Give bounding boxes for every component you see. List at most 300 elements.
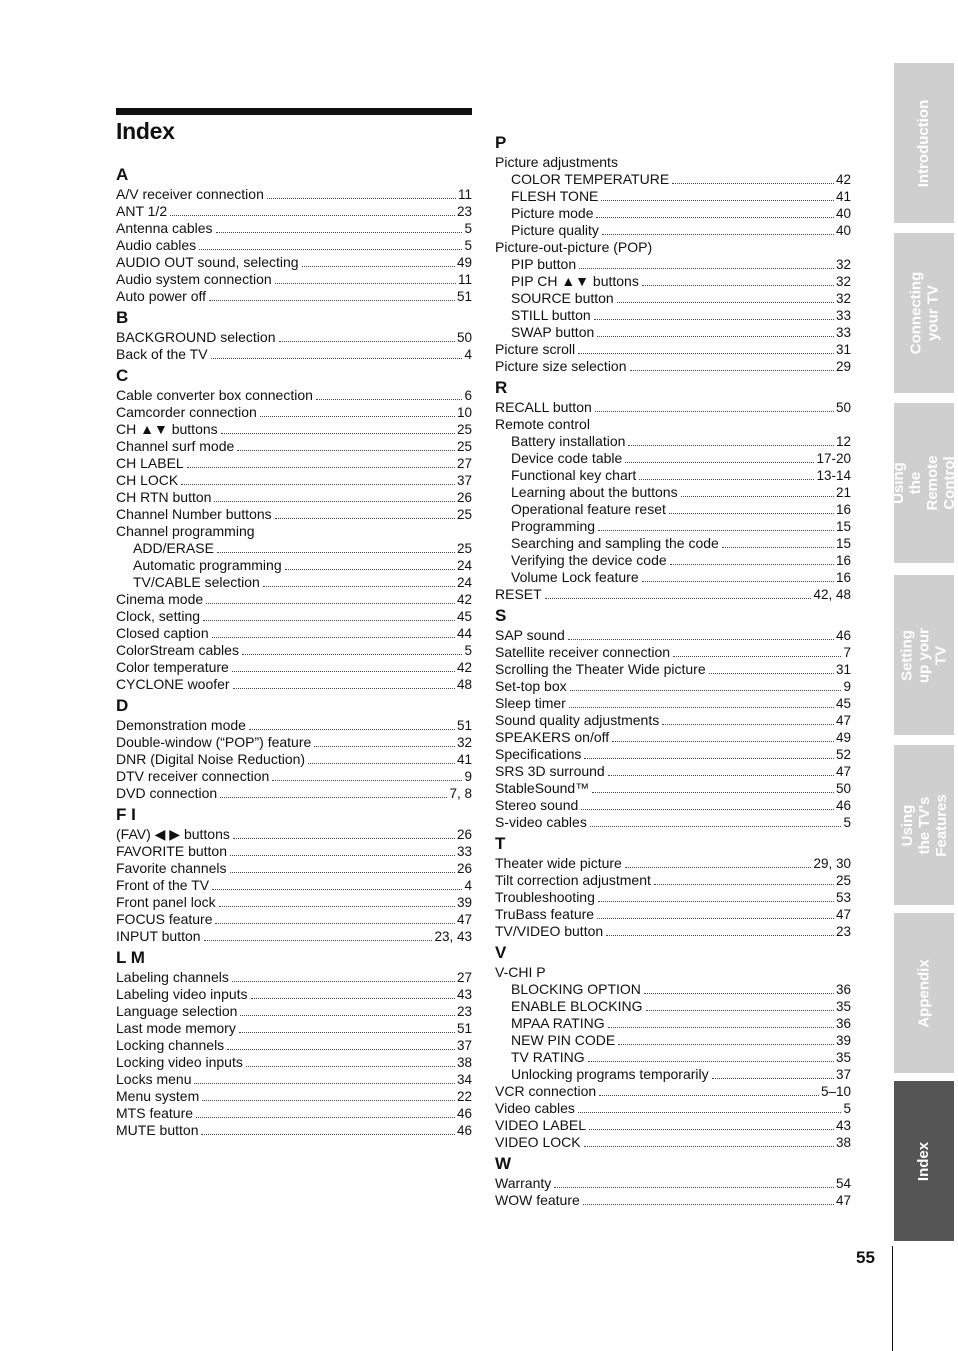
entry-term: StableSound™ bbox=[495, 780, 590, 796]
index-subentry bbox=[495, 1066, 851, 1083]
entry-page-number: 42 bbox=[456, 592, 472, 607]
entry-page-number: 16 bbox=[835, 570, 851, 585]
index-column-right bbox=[495, 130, 851, 1209]
entry-page-number: 32 bbox=[835, 274, 851, 289]
index-letter-heading: W bbox=[495, 1154, 512, 1173]
index-entry bbox=[495, 695, 851, 712]
index-subentry bbox=[495, 1032, 851, 1049]
index-subentry bbox=[495, 501, 851, 518]
dot-leader bbox=[597, 918, 834, 919]
dot-leader bbox=[554, 1187, 834, 1188]
index-entry bbox=[116, 288, 472, 305]
entry-page-number: 27 bbox=[456, 970, 472, 985]
entry-term: Troubleshooting bbox=[495, 889, 595, 905]
index-entry bbox=[116, 1071, 472, 1088]
index-entry bbox=[116, 894, 472, 911]
dot-leader bbox=[639, 479, 814, 480]
entry-term: Device code table bbox=[511, 450, 623, 466]
entry-term: Labeling video inputs bbox=[116, 986, 248, 1002]
dot-leader bbox=[673, 656, 841, 657]
entry-page-number: 52 bbox=[835, 747, 851, 762]
entry-page-number: 11 bbox=[457, 187, 472, 202]
dot-leader bbox=[242, 654, 463, 655]
dot-leader bbox=[584, 1146, 834, 1147]
dot-leader bbox=[203, 620, 455, 621]
entry-page-number: 41 bbox=[456, 752, 472, 767]
dot-leader bbox=[260, 416, 455, 417]
entry-page-number: 12 bbox=[835, 434, 851, 449]
entry-page-number: 25 bbox=[456, 541, 472, 556]
entry-term: SOURCE button bbox=[511, 290, 614, 306]
entry-page-number: 45 bbox=[456, 609, 472, 624]
entry-term: ENABLE BLOCKING bbox=[511, 998, 643, 1014]
entry-page-number: 45 bbox=[835, 696, 851, 711]
index-subentry bbox=[495, 467, 851, 484]
entry-term: Tilt correction adjustment bbox=[495, 872, 651, 888]
entry-page-number: 29 bbox=[835, 359, 851, 374]
entry-page-number: 51 bbox=[456, 289, 472, 304]
entry-term: Cinema mode bbox=[116, 591, 204, 607]
dot-leader bbox=[583, 1204, 834, 1205]
entry-page-number: 15 bbox=[835, 536, 851, 551]
entry-page-number: 46 bbox=[835, 628, 851, 643]
entry-term: S-video cables bbox=[495, 814, 587, 830]
entry-term: Verifying the device code bbox=[511, 552, 667, 568]
entry-term: Demonstration mode bbox=[116, 717, 246, 733]
tab-index[interactable] bbox=[894, 1081, 954, 1241]
index-entry bbox=[116, 642, 472, 659]
tab-label: Index bbox=[915, 1141, 933, 1181]
dot-leader bbox=[597, 336, 834, 337]
entry-page-number: 43 bbox=[835, 1118, 851, 1133]
entry-page-number: 23, 43 bbox=[434, 929, 472, 944]
dot-leader bbox=[216, 232, 463, 233]
entry-term: Automatic programming bbox=[133, 557, 282, 573]
dot-leader bbox=[201, 1134, 454, 1135]
entry-term: Locks menu bbox=[116, 1071, 192, 1087]
entry-term: Labeling channels bbox=[116, 969, 229, 985]
dot-leader bbox=[545, 598, 812, 599]
entry-page-number: 47 bbox=[835, 1193, 851, 1208]
entry-term: Channel surf mode bbox=[116, 438, 235, 454]
index-entry bbox=[495, 416, 851, 433]
index-letter-heading: F I bbox=[116, 805, 136, 824]
index-entry bbox=[495, 644, 851, 661]
dot-leader bbox=[314, 746, 455, 747]
entry-page-number: 37 bbox=[835, 1067, 851, 1082]
tab-remote-control[interactable] bbox=[890, 403, 958, 563]
entry-term: AUDIO OUT sound, selecting bbox=[116, 254, 299, 270]
entry-page-number: 33 bbox=[835, 325, 851, 340]
entry-page-number: 47 bbox=[835, 764, 851, 779]
entry-term: BLOCKING OPTION bbox=[511, 981, 641, 997]
tab-label: Introduction bbox=[915, 99, 933, 187]
entry-term: V-CHI P bbox=[495, 964, 546, 980]
dot-leader bbox=[285, 569, 455, 570]
entry-page-number: 36 bbox=[835, 1016, 851, 1031]
entry-page-number: 5 bbox=[464, 238, 472, 253]
index-entry bbox=[495, 712, 851, 729]
dot-leader bbox=[214, 501, 455, 502]
index-subentry bbox=[116, 540, 472, 557]
entry-page-number: 21 bbox=[835, 485, 851, 500]
entry-term: Picture scroll bbox=[495, 341, 576, 357]
dot-leader bbox=[669, 513, 834, 514]
entry-term: TV RATING bbox=[511, 1049, 585, 1065]
entry-page-number: 53 bbox=[835, 890, 851, 905]
dot-leader bbox=[219, 906, 455, 907]
entry-term: CYCLONE woofer bbox=[116, 676, 230, 692]
entry-page-number: 9 bbox=[843, 679, 851, 694]
dot-leader bbox=[194, 1083, 454, 1084]
dot-leader bbox=[681, 496, 834, 497]
index-entry bbox=[495, 678, 851, 695]
dot-leader bbox=[589, 1129, 834, 1130]
index-entry bbox=[116, 659, 472, 676]
dot-leader bbox=[240, 1015, 455, 1016]
entry-page-number: 35 bbox=[835, 999, 851, 1014]
dot-leader bbox=[625, 867, 812, 868]
entry-term: CH ▲▼ buttons bbox=[116, 421, 218, 437]
index-entry bbox=[116, 254, 472, 271]
index-subentry bbox=[495, 981, 851, 998]
index-entry bbox=[495, 661, 851, 678]
dot-leader bbox=[594, 319, 834, 320]
entry-term: ADD/ERASE bbox=[133, 540, 214, 556]
entry-page-number: 4 bbox=[464, 878, 472, 893]
entry-term: Sleep timer bbox=[495, 695, 566, 711]
index-entry bbox=[116, 911, 472, 928]
entry-term: Volume Lock feature bbox=[511, 569, 639, 585]
dot-leader bbox=[595, 411, 834, 412]
index-entry bbox=[495, 797, 851, 814]
tab-label: Setting up your TV bbox=[898, 627, 950, 683]
entry-term: Scrolling the Theater Wide picture bbox=[495, 661, 706, 677]
page-divider bbox=[892, 1246, 893, 1351]
index-entry bbox=[116, 608, 472, 625]
index-entry bbox=[495, 358, 851, 375]
entry-page-number: 46 bbox=[835, 798, 851, 813]
index-entry bbox=[495, 341, 851, 358]
entry-term: Operational feature reset bbox=[511, 501, 666, 517]
index-subentry bbox=[495, 998, 851, 1015]
dot-leader bbox=[267, 198, 456, 199]
entry-page-number: 4 bbox=[464, 347, 472, 362]
entry-page-number: 34 bbox=[456, 1072, 472, 1087]
index-subentry bbox=[495, 188, 851, 205]
index-entry bbox=[116, 969, 472, 986]
entry-page-number: 23 bbox=[456, 1004, 472, 1019]
entry-term: Double-window (“POP”) feature bbox=[116, 734, 312, 750]
entry-page-number: 38 bbox=[835, 1135, 851, 1150]
dot-leader bbox=[272, 780, 462, 781]
entry-page-number: 54 bbox=[835, 1176, 851, 1191]
entry-term: Stereo sound bbox=[495, 797, 579, 813]
entry-term: Sound quality adjustments bbox=[495, 712, 660, 728]
index-entry bbox=[116, 186, 472, 203]
dot-leader bbox=[608, 775, 834, 776]
entry-page-number: 31 bbox=[835, 342, 851, 357]
dot-leader bbox=[630, 370, 834, 371]
dot-leader bbox=[170, 215, 455, 216]
entry-page-number: 7, 8 bbox=[449, 786, 472, 801]
dot-leader bbox=[249, 729, 455, 730]
tab-connecting[interactable] bbox=[894, 233, 954, 393]
index-entry bbox=[116, 1105, 472, 1122]
entry-term: INPUT button bbox=[116, 928, 201, 944]
index-entry bbox=[495, 586, 851, 603]
entry-page-number: 23 bbox=[456, 204, 472, 219]
index-subentry bbox=[116, 557, 472, 574]
page-title: Index bbox=[116, 118, 175, 144]
entry-term: SAP sound bbox=[495, 627, 565, 643]
entry-page-number: 47 bbox=[835, 907, 851, 922]
entry-term: VCR connection bbox=[495, 1083, 597, 1099]
dot-leader bbox=[568, 639, 834, 640]
dot-leader bbox=[275, 283, 456, 284]
entry-term: Front panel lock bbox=[116, 894, 216, 910]
entry-term: BACKGROUND selection bbox=[116, 329, 276, 345]
tab-label: Using the Remote Control bbox=[890, 455, 958, 511]
index-entry bbox=[116, 404, 472, 421]
index-subentry bbox=[495, 307, 851, 324]
index-subentry bbox=[495, 518, 851, 535]
index-entry bbox=[495, 814, 851, 831]
index-entry bbox=[116, 387, 472, 404]
index-entry bbox=[116, 843, 472, 860]
entry-page-number: 44 bbox=[456, 626, 472, 641]
entry-term: SPEAKERS on/off bbox=[495, 729, 610, 745]
tab-setting-up[interactable] bbox=[894, 575, 954, 735]
index-entry bbox=[495, 889, 851, 906]
entry-term: A/V receiver connection bbox=[116, 186, 264, 202]
entry-term: Locking channels bbox=[116, 1037, 225, 1053]
entry-page-number: 26 bbox=[456, 490, 472, 505]
dot-leader bbox=[227, 1049, 455, 1050]
index-subentry bbox=[495, 433, 851, 450]
entry-term: Audio system connection bbox=[116, 271, 272, 287]
index-subentry bbox=[495, 484, 851, 501]
dot-leader bbox=[642, 581, 834, 582]
entry-page-number: 25 bbox=[456, 422, 472, 437]
entry-page-number: 5–10 bbox=[820, 1084, 851, 1099]
dot-leader bbox=[220, 797, 447, 798]
dot-leader bbox=[232, 671, 455, 672]
dot-leader bbox=[654, 884, 834, 885]
tab-appendix[interactable] bbox=[894, 913, 954, 1073]
index-entry bbox=[495, 855, 851, 872]
entry-page-number: 24 bbox=[456, 558, 472, 573]
index-entry bbox=[116, 489, 472, 506]
entry-term: VIDEO LOCK bbox=[495, 1134, 581, 1150]
index-entry bbox=[116, 591, 472, 608]
dot-leader bbox=[646, 1010, 834, 1011]
dot-leader bbox=[209, 300, 455, 301]
entry-page-number: 5 bbox=[843, 1101, 851, 1116]
index-entry bbox=[495, 872, 851, 889]
entry-page-number: 10 bbox=[456, 405, 472, 420]
index-subentry bbox=[116, 574, 472, 591]
index-entry bbox=[495, 1117, 851, 1134]
entry-page-number: 37 bbox=[456, 473, 472, 488]
entry-term: Learning about the buttons bbox=[511, 484, 678, 500]
index-letter-heading: R bbox=[495, 378, 508, 397]
entry-page-number: 31 bbox=[835, 662, 851, 677]
index-entry bbox=[116, 472, 472, 489]
dot-leader bbox=[212, 889, 462, 890]
index-entry bbox=[116, 237, 472, 254]
dot-leader bbox=[308, 763, 455, 764]
index-entry bbox=[116, 455, 472, 472]
dot-leader bbox=[581, 809, 834, 810]
dot-leader bbox=[579, 268, 834, 269]
dot-leader bbox=[598, 530, 834, 531]
dot-leader bbox=[263, 586, 455, 587]
entry-term: Clock, setting bbox=[116, 608, 201, 624]
index-entry bbox=[116, 203, 472, 220]
index-subentry bbox=[495, 256, 851, 273]
dot-leader bbox=[712, 1078, 834, 1079]
entry-term: MTS feature bbox=[116, 1105, 194, 1121]
index-entry bbox=[116, 329, 472, 346]
index-entry bbox=[116, 1020, 472, 1037]
entry-page-number: 46 bbox=[456, 1106, 472, 1121]
entry-page-number: 17-20 bbox=[816, 451, 851, 466]
index-subentry bbox=[495, 569, 851, 586]
index-entry bbox=[495, 1083, 851, 1100]
page-number: 55 bbox=[856, 1248, 875, 1267]
index-entry bbox=[116, 734, 472, 751]
dot-leader bbox=[709, 673, 834, 674]
dot-leader bbox=[670, 564, 834, 565]
index-entry bbox=[116, 271, 472, 288]
entry-page-number: 36 bbox=[835, 982, 851, 997]
index-entry bbox=[116, 421, 472, 438]
index-entry bbox=[116, 785, 472, 802]
dot-leader bbox=[212, 637, 455, 638]
entry-page-number: 51 bbox=[456, 1021, 472, 1036]
entry-term: Auto power off bbox=[116, 288, 207, 304]
index-subentry bbox=[495, 1015, 851, 1032]
tab-label: Connecting your TV bbox=[907, 271, 941, 355]
entry-term: Specifications bbox=[495, 746, 582, 762]
entry-term: Picture adjustments bbox=[495, 154, 618, 170]
index-entry bbox=[495, 1100, 851, 1117]
index-letter-heading: V bbox=[495, 943, 507, 962]
index-subentry bbox=[495, 535, 851, 552]
entry-page-number: 41 bbox=[835, 189, 851, 204]
entry-page-number: 40 bbox=[835, 223, 851, 238]
index-entry bbox=[495, 964, 851, 981]
entry-page-number: 26 bbox=[456, 827, 472, 842]
dot-leader bbox=[233, 688, 455, 689]
dot-leader bbox=[221, 433, 455, 434]
entry-page-number: 46 bbox=[456, 1123, 472, 1138]
entry-page-number: 6 bbox=[464, 388, 472, 403]
index-letter-heading: P bbox=[495, 133, 507, 152]
dot-leader bbox=[237, 450, 455, 451]
index-letter-heading: A bbox=[116, 165, 129, 184]
entry-page-number: 50 bbox=[835, 781, 851, 796]
title-rule bbox=[116, 108, 472, 115]
index-subentry bbox=[495, 450, 851, 467]
entry-page-number: 29, 30 bbox=[813, 856, 851, 871]
index-entry bbox=[116, 676, 472, 693]
dot-leader bbox=[598, 901, 834, 902]
dot-leader bbox=[617, 302, 834, 303]
entry-page-number: 33 bbox=[835, 308, 851, 323]
dot-leader bbox=[232, 981, 455, 982]
entry-page-number: 39 bbox=[835, 1033, 851, 1048]
index-letter-heading: T bbox=[495, 834, 506, 853]
entry-page-number: 13-14 bbox=[816, 468, 851, 483]
entry-term: Searching and sampling the code bbox=[511, 535, 719, 551]
dot-leader bbox=[206, 603, 455, 604]
entry-page-number: 47 bbox=[456, 912, 472, 927]
dot-leader bbox=[217, 552, 455, 553]
entry-page-number: 32 bbox=[835, 257, 851, 272]
dot-leader bbox=[722, 547, 834, 548]
index-entry bbox=[116, 438, 472, 455]
dot-leader bbox=[588, 1061, 834, 1062]
entry-page-number: 24 bbox=[456, 575, 472, 590]
entry-term: TV/CABLE selection bbox=[133, 574, 260, 590]
index-subentry bbox=[495, 324, 851, 341]
index-entry bbox=[116, 717, 472, 734]
dot-leader bbox=[230, 872, 455, 873]
entry-page-number: 32 bbox=[456, 735, 472, 750]
index-entry bbox=[116, 346, 472, 363]
entry-term: FOCUS feature bbox=[116, 911, 213, 927]
entry-page-number: 26 bbox=[456, 861, 472, 876]
dot-leader bbox=[596, 217, 833, 218]
entry-page-number: 42, 48 bbox=[813, 587, 851, 602]
entry-term: MUTE button bbox=[116, 1122, 199, 1138]
dot-leader bbox=[608, 1027, 834, 1028]
entry-term: RESET bbox=[495, 586, 542, 602]
index-entry bbox=[116, 986, 472, 1003]
entry-term: Closed caption bbox=[116, 625, 209, 641]
dot-leader bbox=[302, 266, 455, 267]
index-entry bbox=[495, 627, 851, 644]
entry-term: Menu system bbox=[116, 1088, 200, 1104]
index-entry bbox=[116, 1122, 472, 1139]
entry-page-number: 16 bbox=[835, 502, 851, 517]
entry-term: Programming bbox=[511, 518, 596, 534]
index-entry bbox=[495, 1175, 851, 1192]
entry-term: Back of the TV bbox=[116, 346, 208, 362]
entry-term: Cable converter box connection bbox=[116, 387, 313, 403]
entry-page-number: 23 bbox=[835, 924, 851, 939]
entry-term: Front of the TV bbox=[116, 877, 210, 893]
index-subentry bbox=[495, 290, 851, 307]
index-entry bbox=[495, 780, 851, 797]
dot-leader bbox=[211, 358, 463, 359]
entry-term: VIDEO LABEL bbox=[495, 1117, 587, 1133]
entry-term: ANT 1/2 bbox=[116, 203, 168, 219]
dot-leader bbox=[644, 993, 834, 994]
index-entry bbox=[495, 1134, 851, 1151]
index-entry bbox=[495, 399, 851, 416]
tab-features[interactable] bbox=[894, 745, 954, 905]
tab-introduction[interactable] bbox=[894, 63, 954, 223]
index-entry bbox=[116, 860, 472, 877]
index-entry bbox=[495, 906, 851, 923]
index-entry bbox=[495, 154, 851, 171]
entry-term: NEW PIN CODE bbox=[511, 1032, 616, 1048]
entry-term: Theater wide picture bbox=[495, 855, 622, 871]
entry-page-number: 9 bbox=[464, 769, 472, 784]
